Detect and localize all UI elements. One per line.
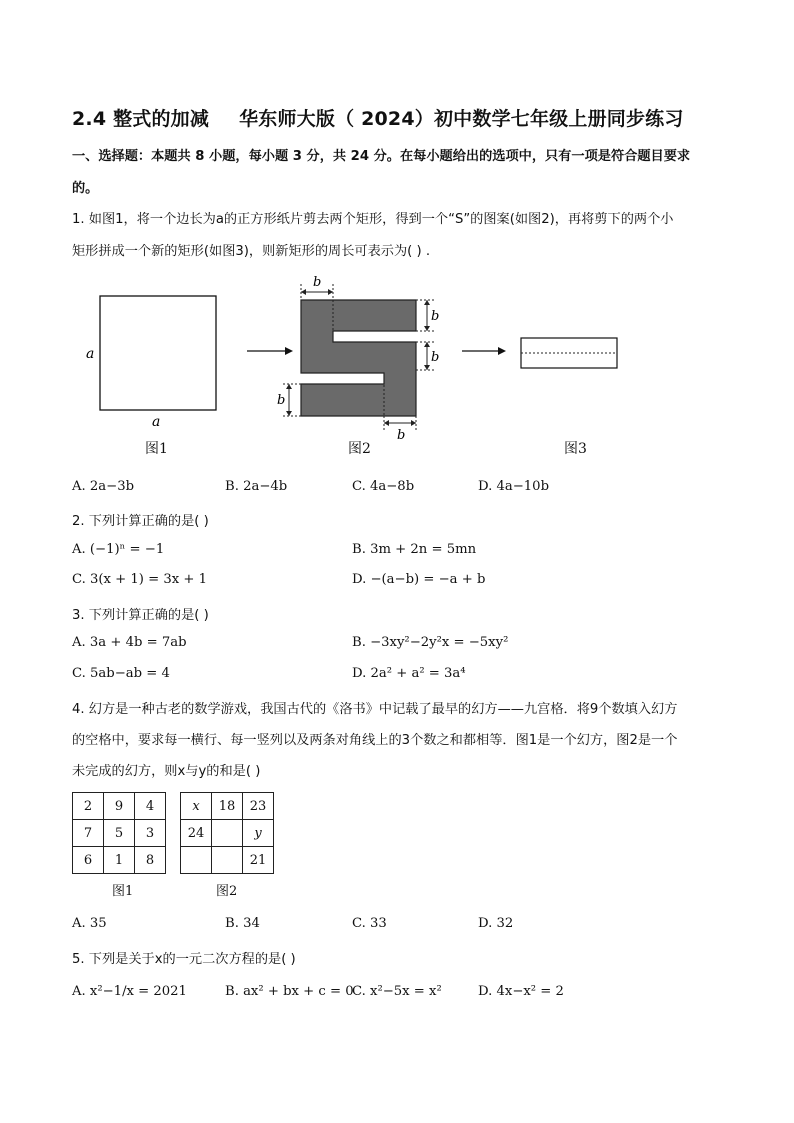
q5-option-d[interactable]: D. 4x−x² = 2 bbox=[478, 984, 564, 999]
q1-option-b[interactable]: B. 2a−4b bbox=[225, 479, 288, 494]
grid2-cell: 21 bbox=[243, 847, 274, 874]
grid1-cell: 8 bbox=[135, 847, 166, 874]
fig2-label-b-left: b bbox=[277, 393, 286, 408]
q4-stem-line2: 的空格中，要求每一横行、每一竖列以及两条对角线上的3个数之和都相等．图1是一个幻方，图2是一个 bbox=[72, 733, 678, 748]
q2-stem: 2. 下列计算正确的是( ) bbox=[72, 514, 209, 529]
q1-figure-3 bbox=[515, 330, 625, 375]
fig2-label-b-bottom: b bbox=[397, 428, 406, 443]
q4-stem-line1: 4. 幻方是一种古老的数学游戏，我国古代的《洛书》中记载了最早的幻方——九宫格．将9个数填入幻方 bbox=[72, 702, 678, 717]
q1-option-d[interactable]: D. 4a−10b bbox=[478, 479, 550, 494]
q1-caption-fig3: 图3 bbox=[564, 441, 587, 457]
q3-option-c[interactable]: C. 5ab−ab = 4 bbox=[72, 666, 170, 681]
grid2-cell bbox=[212, 847, 243, 874]
q5-option-b[interactable]: B. ax² + bx + c = 0 bbox=[225, 984, 354, 999]
magic-square-1 bbox=[72, 792, 166, 874]
title-sub: 华东师大版（ 2024）初中数学七年级上册同步练习 bbox=[239, 108, 684, 130]
fig2-label-b-right1: b bbox=[431, 309, 440, 324]
arrow-icon bbox=[460, 345, 510, 357]
section-instructions-line2: 的。 bbox=[72, 181, 99, 196]
q4-option-d[interactable]: D. 32 bbox=[478, 916, 514, 931]
q5-stem: 5. 下列是关于x的一元二次方程的是( ) bbox=[72, 952, 296, 967]
grid1-cell: 6 bbox=[73, 847, 104, 874]
page-title bbox=[72, 104, 732, 131]
grid1-cell: 4 bbox=[135, 793, 166, 820]
fig2-label-b-top: b bbox=[313, 275, 322, 290]
grid2-cell: 23 bbox=[243, 793, 274, 820]
s-shape bbox=[301, 300, 416, 416]
q1-figure-1 bbox=[80, 290, 230, 430]
fig2-label-b-right2: b bbox=[431, 350, 440, 365]
q1-option-a[interactable]: A. 2a−3b bbox=[72, 479, 135, 494]
fig1-label-a-bottom: a bbox=[152, 414, 161, 430]
grid1-cell: 7 bbox=[73, 820, 104, 847]
magic-square-2 bbox=[180, 792, 274, 874]
q1-caption-fig1: 图1 bbox=[145, 441, 168, 457]
grid2-cell: x bbox=[181, 793, 212, 820]
grid1-cell: 9 bbox=[104, 793, 135, 820]
grid2-cell bbox=[181, 847, 212, 874]
q2-option-b[interactable]: B. 3m + 2n = 5mn bbox=[352, 542, 477, 557]
q4-option-b[interactable]: B. 34 bbox=[225, 916, 260, 931]
grid1-cell: 2 bbox=[73, 793, 104, 820]
grid1-cell: 5 bbox=[104, 820, 135, 847]
q1-stem-line2: 矩形拼成一个新的矩形(如图3)，则新矩形的周长可表示为( ) . bbox=[72, 244, 431, 259]
q3-option-b[interactable]: B. −3xy²−2y²x = −5xy² bbox=[352, 635, 509, 650]
q4-caption-fig2: 图2 bbox=[216, 884, 238, 899]
grid2-cell: 18 bbox=[212, 793, 243, 820]
section-instructions-line1: 一、选择题：本题共 8 小题，每小题 3 分，共 24 分。在每小题给出的选项中，只有一项是符合题目要求 bbox=[72, 149, 691, 164]
grid2-cell: y bbox=[243, 820, 274, 847]
square-shape bbox=[100, 296, 216, 410]
q1-option-c[interactable]: C. 4a−8b bbox=[352, 479, 415, 494]
q4-stem-line3: 未完成的幻方，则x与y的和是( ) bbox=[72, 764, 261, 779]
fig1-label-a-side: a bbox=[86, 346, 95, 362]
title-main: 2.4 整式的加减 bbox=[72, 108, 210, 130]
grid2-cell: 24 bbox=[181, 820, 212, 847]
grid1-cell: 1 bbox=[104, 847, 135, 874]
q3-stem: 3. 下列计算正确的是( ) bbox=[72, 608, 209, 623]
q5-option-c[interactable]: C. x²−5x = x² bbox=[352, 984, 442, 999]
grid1-cell: 3 bbox=[135, 820, 166, 847]
q2-option-c[interactable]: C. 3(x + 1) = 3x + 1 bbox=[72, 572, 208, 587]
grid2-cell bbox=[212, 820, 243, 847]
q1-figure-2 bbox=[275, 270, 445, 445]
q4-option-c[interactable]: C. 33 bbox=[352, 916, 387, 931]
q3-option-a[interactable]: A. 3a + 4b = 7ab bbox=[72, 635, 187, 650]
q1-caption-fig2: 图2 bbox=[348, 441, 371, 457]
q3-option-d[interactable]: D. 2a² + a² = 3a⁴ bbox=[352, 666, 466, 681]
q2-option-a[interactable]: A. (−1)ⁿ = −1 bbox=[72, 542, 165, 557]
q2-option-d[interactable]: D. −(a−b) = −a + b bbox=[352, 572, 486, 587]
q1-stem-line1: 1. 如图1，将一个边长为a的正方形纸片剪去两个矩形，得到一个“S”的图案(如图2)，再将剪下的两个小 bbox=[72, 212, 674, 227]
q4-caption-fig1: 图1 bbox=[112, 884, 134, 899]
q4-option-a[interactable]: A. 35 bbox=[72, 916, 107, 931]
q5-option-a[interactable]: A. x²−1/x = 2021 bbox=[72, 984, 187, 999]
